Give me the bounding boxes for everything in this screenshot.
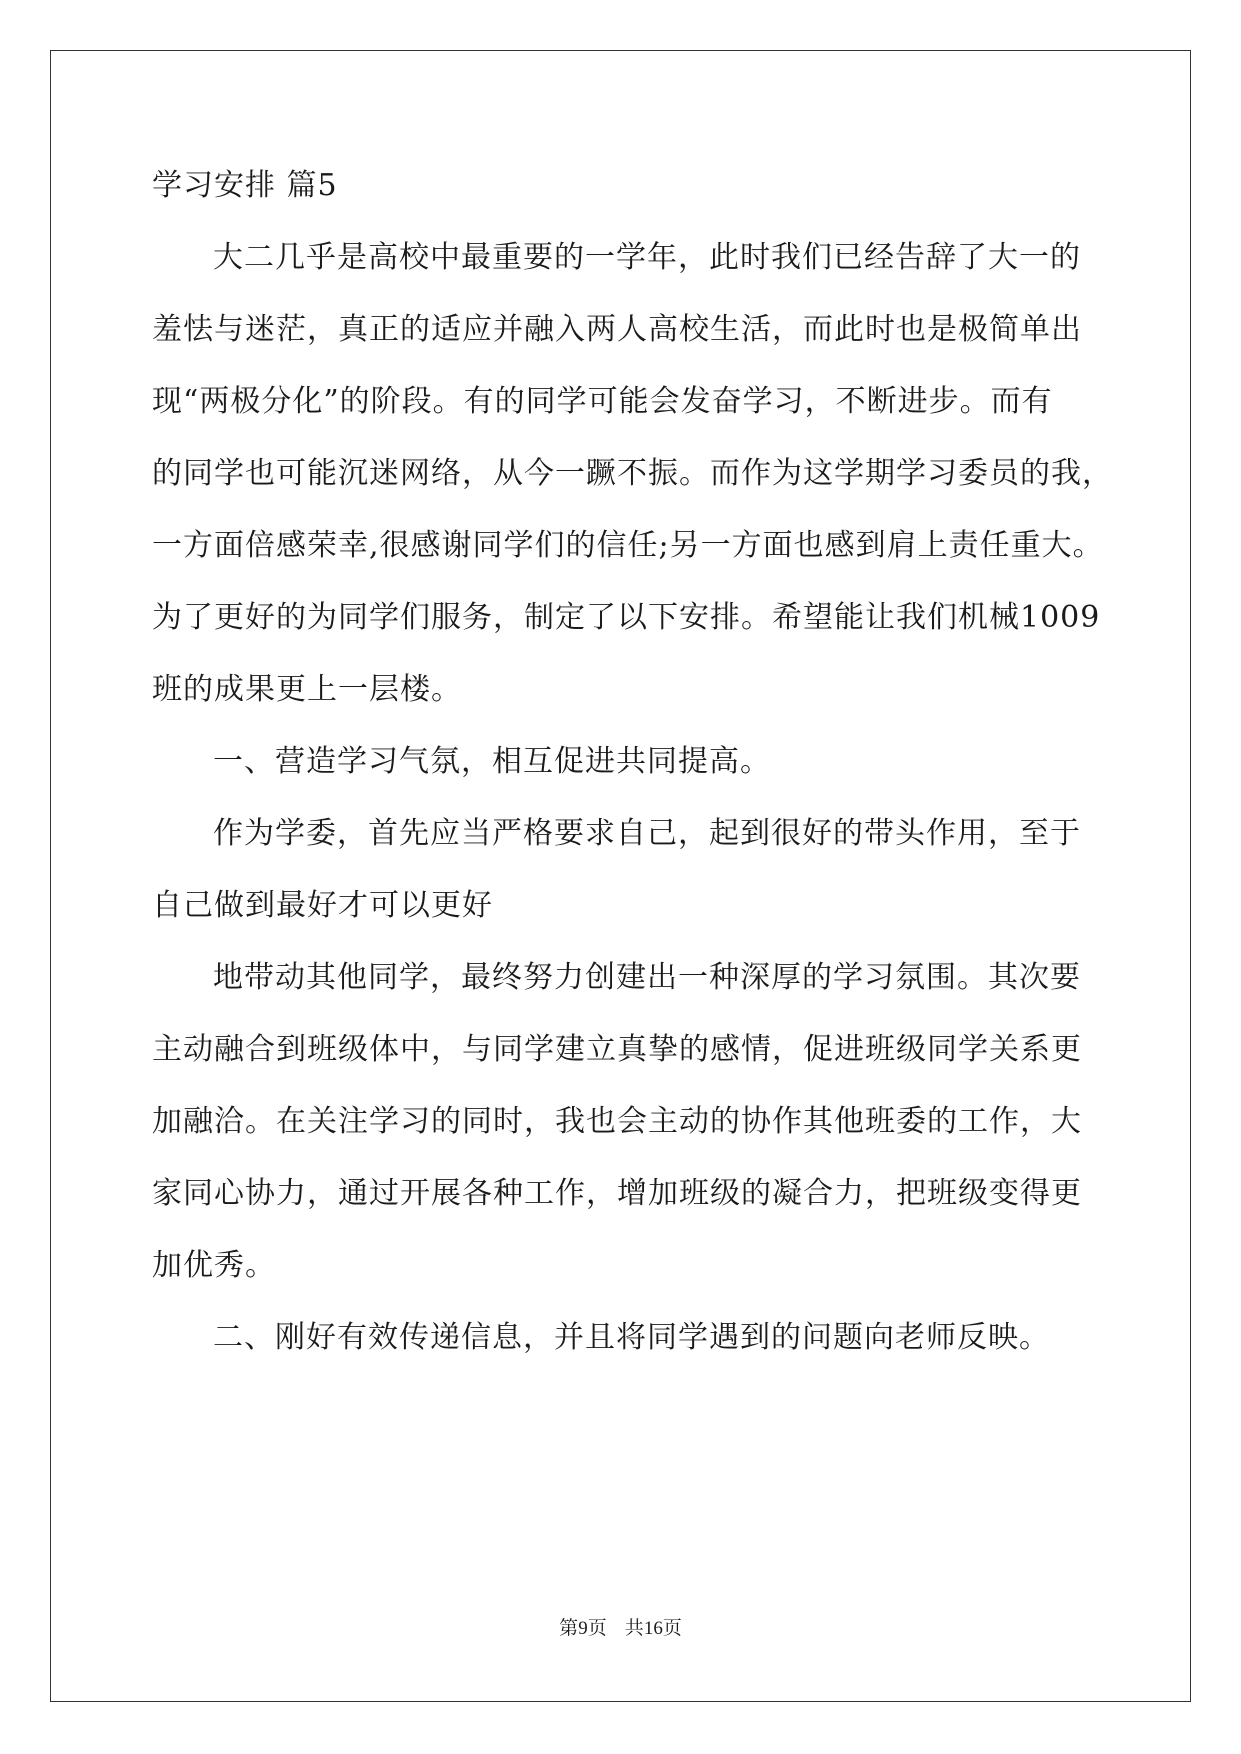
paragraph-line: 加融洽。在关注学习的同时，我也会主动的协作其他班委的工作，大: [152, 1104, 1082, 1139]
paragraph-line: 现“两极分化”的阶段。有的同学可能会发奋学习，不断进步。而有: [152, 384, 1053, 419]
paragraph-line: 主动融合到班级体中，与同学建立真挚的感情，促进班级同学关系更: [152, 1032, 1082, 1067]
page-suffix: 页: [662, 1617, 682, 1639]
paragraph-line: 加优秀。: [152, 1248, 276, 1283]
paragraph-line: 为了更好的为同学们服务，制定了以下安排。希望能让我们机械1009: [152, 600, 1101, 635]
section-heading: 学习安排 篇5: [152, 168, 338, 203]
paragraph-line: 的同学也可能沉迷网络，从今一蹶不振。而作为这学期学习委员的我，: [152, 456, 1113, 491]
paragraph-line: 班的成果更上一层楼。: [152, 672, 462, 707]
paragraph-line: 羞怯与迷茫，真正的适应并融入两人高校生活，而此时也是极简单出: [152, 312, 1082, 347]
total-page-number: 16: [643, 1618, 663, 1639]
document-body: [152, 150, 1113, 1374]
paragraph-line: 一方面倍感荣幸,很感谢同学们的信任;另一方面也感到肩上责任重大。: [152, 528, 1104, 563]
page-mid-label: 页 共: [587, 1617, 644, 1639]
subheading-one: 一、营造学习气氛，相互促进共同提高。: [213, 744, 771, 779]
subheading-two: 二、刚好有效传递信息，并且将同学遇到的问题向老师反映。: [213, 1320, 1050, 1355]
paragraph-line: 家同心协力，通过开展各种工作，增加班级的凝合力，把班级变得更: [152, 1176, 1082, 1211]
paragraph-line: 大二几乎是高校中最重要的一学年，此时我们已经告辞了大一的: [213, 240, 1081, 275]
paragraph-line: 作为学委，首先应当严格要求自己，起到很好的带头作用，至于: [213, 816, 1081, 851]
paragraph-line: 地带动其他同学，最终努力创建出一种深厚的学习氛围。其次要: [213, 960, 1081, 995]
page-prefix: 第: [559, 1617, 579, 1639]
paragraph-line: 自己做到最好才可以更好: [152, 888, 493, 923]
current-page-number: 9: [578, 1618, 588, 1639]
page-number-footer: [0, 1616, 1241, 1641]
